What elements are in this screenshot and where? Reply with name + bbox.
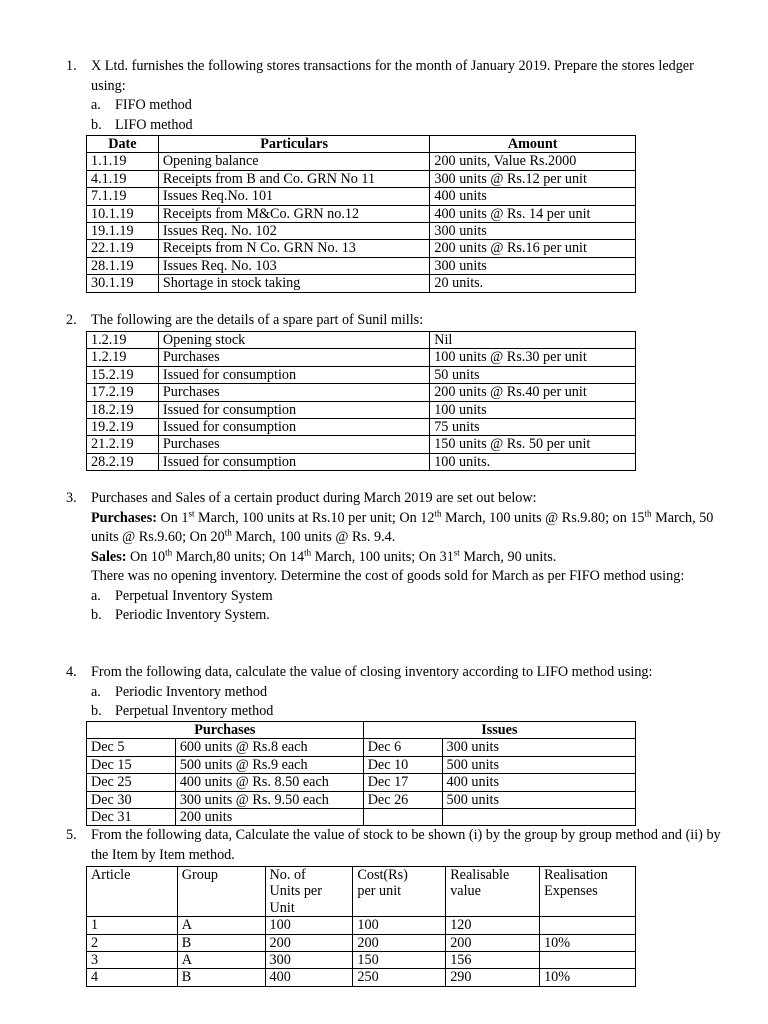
table-header-row <box>87 867 636 917</box>
col-article-header: Article <box>87 867 178 917</box>
question-number: 2. <box>66 312 77 328</box>
col-cost-header: Cost(Rs) per unit <box>353 867 446 917</box>
col-expenses-header: Realisation Expenses <box>540 867 636 917</box>
table-row: 10.1.19 Receipts from M&Co. GRN no.12 400 units @ Rs. 14 per unit <box>87 205 636 222</box>
table-row: 28.2.19 Issued for consumption 100 units. <box>87 453 636 470</box>
table-row: 22.1.19 Receipts from N Co. GRN No. 13 200 units @ Rs.16 per unit <box>87 240 636 257</box>
table-row: 7.1.19 Issues Req.No. 101 400 units <box>87 188 636 205</box>
purchases-issues-table <box>86 721 636 826</box>
table-row: 4.1.19 Receipts from B and Co. GRN No 11 300 units @ Rs.12 per unit <box>87 170 636 187</box>
table-row: 30.1.19 Shortage in stock taking 20 units. <box>87 275 636 292</box>
table-row: 1 A 100 100 120 <box>87 917 636 934</box>
table-row: Dec 15 500 units @ Rs.9 each Dec 10 500 units <box>87 756 636 773</box>
purchases-line: Purchases: On 1st March, 100 units at Rs.10 per unit; On 12th March, 100 units @ Rs.9.80; on 15th March, 50 units @ Rs.9.60; On 20th March, 100 units @ Rs. 9.4. <box>91 507 714 545</box>
col-particulars-header: Particulars <box>158 136 430 153</box>
table-row: 1.1.19 Opening balance 200 units, Value Rs.2000 <box>87 153 636 170</box>
table-row: 1.2.19 Opening stock Nil <box>87 332 636 349</box>
table-row: 15.2.19 Issued for consumption 50 units <box>87 366 636 383</box>
question-number: 3. <box>66 490 77 506</box>
question-1 <box>66 57 726 135</box>
option-a: a. FIFO method <box>91 97 192 113</box>
question-text: There was no opening inventory. Determine the cost of goods sold for March as per FIFO method using: <box>91 568 685 584</box>
table-row: Dec 25 400 units @ Rs. 8.50 each Dec 17 400 units <box>87 774 636 791</box>
question-2 <box>66 311 726 331</box>
col-amount-header: Amount <box>430 136 636 153</box>
option-b: b. Perpetual Inventory method <box>91 703 274 719</box>
question-text: From the following data, calculate the value of closing inventory according to LIFO method using: <box>91 664 653 680</box>
option-b: b. Periodic Inventory System. <box>91 607 270 623</box>
table-row: Dec 31 200 units <box>87 809 636 826</box>
option-b: b. LIFO method <box>91 116 193 133</box>
question-number: 5. <box>66 827 77 843</box>
table-row: 17.2.19 Purchases 200 units @ Rs.40 per unit <box>87 384 636 401</box>
table-row: Dec 5 600 units @ Rs.8 each Dec 6 300 units <box>87 739 636 756</box>
purchases-header: Purchases <box>87 722 364 739</box>
option-a: a. Perpetual Inventory System <box>91 587 273 604</box>
table-row: 19.1.19 Issues Req. No. 102 300 units <box>87 223 636 240</box>
col-units-header: No. of Units per Unit <box>265 867 353 917</box>
table-row: 4 B 400 250 290 10% <box>87 969 636 986</box>
option-a: a. Periodic Inventory method <box>91 683 268 700</box>
stores-transactions-table <box>86 135 636 293</box>
question-intro: Purchases and Sales of a certain product during March 2019 are set out below: <box>91 490 537 506</box>
table-row: 28.1.19 Issues Req. No. 103 300 units <box>87 257 636 274</box>
table-row: 3 A 300 150 156 <box>87 952 636 969</box>
col-group-header: Group <box>177 867 265 917</box>
table-row: 1.2.19 Purchases 100 units @ Rs.30 per unit <box>87 349 636 366</box>
table-row: 19.2.19 Issued for consumption 75 units <box>87 419 636 436</box>
question-text: From the following data, Calculate the value of stock to be shown (i) by the group by group method and (ii) by the Item by Item method. <box>91 827 721 863</box>
table-row: 2 B 200 200 200 10% <box>87 934 636 951</box>
issues-header: Issues <box>363 722 635 739</box>
question-number: 4. <box>66 664 77 680</box>
spare-part-table <box>86 331 636 471</box>
question-text: The following are the details of a spare part of Sunil mills: <box>91 312 424 328</box>
sales-line: Sales: On 10th March,80 units; On 14th March, 100 units; On 31st March, 90 units. <box>91 546 557 565</box>
table-header-row <box>87 136 636 153</box>
question-text: X Ltd. furnishes the following stores transactions for the month of January 2019. Prepare the stores ledger using: <box>91 58 694 94</box>
table-header-row <box>87 722 636 739</box>
question-number: 1. <box>66 58 77 74</box>
question-3 <box>66 489 726 626</box>
table-row: 21.2.19 Purchases 150 units @ Rs. 50 per unit <box>87 436 636 453</box>
question-4 <box>66 663 726 722</box>
stock-valuation-table <box>86 866 636 987</box>
question-5 <box>66 826 726 865</box>
col-date-header: Date <box>87 136 159 153</box>
col-realisable-header: Realisable value <box>446 867 540 917</box>
table-row: Dec 30 300 units @ Rs. 9.50 each Dec 26 500 units <box>87 791 636 808</box>
table-row: 18.2.19 Issued for consumption 100 units <box>87 401 636 418</box>
